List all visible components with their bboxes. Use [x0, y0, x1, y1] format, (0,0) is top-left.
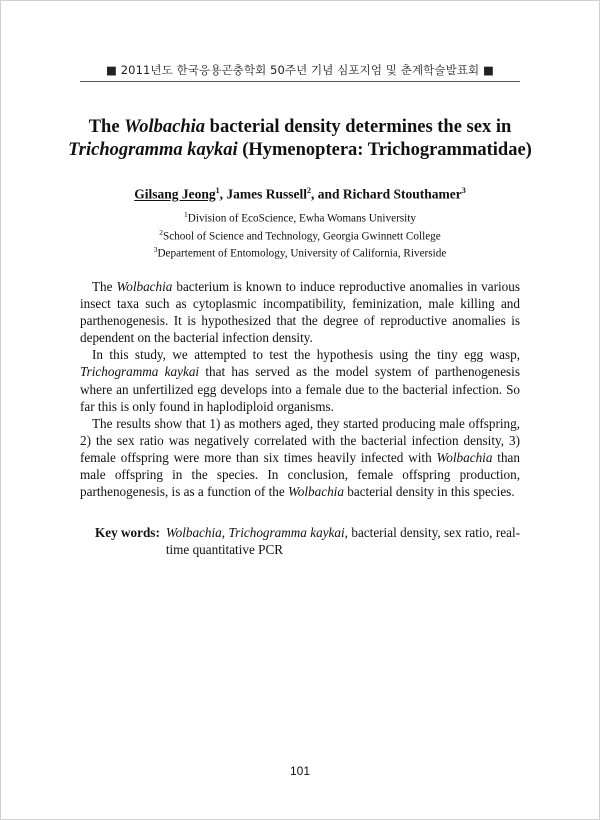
keyword-text: , bacterial density, sex ratio, real-time quantitative PCR — [165, 525, 520, 558]
header-rule — [80, 81, 520, 82]
abstract-text: than male offspring in the species. In conclusion, female offspring production, parthenogenesis, is as a function of the — [80, 449, 520, 500]
keyword-italic: Trichogramma kaykai — [228, 525, 345, 540]
abstract-paragraph — [80, 278, 520, 346]
author-sup: 1 — [215, 186, 220, 195]
title-part: The — [88, 117, 125, 137]
title-italic-genus: Wolbachia — [124, 117, 206, 137]
author-sup: 2 — [306, 186, 311, 195]
keyword-italic: Wolbachia — [165, 525, 222, 540]
author-name: James Russell — [226, 186, 307, 202]
affiliation-text: Division of EcoScience, Ewha Womans University — [187, 212, 416, 225]
abstract-text: The — [92, 279, 117, 294]
title-italic-species: Trichogramma kaykai — [68, 140, 238, 160]
abstract-text: bacterial density in this species. — [343, 484, 515, 500]
abstract-text: In this study, we attempted to test the hypothesis using the tiny egg wasp, — [92, 347, 520, 363]
abstract-paragraph — [80, 346, 520, 414]
author-sep: , — [219, 186, 227, 202]
abstract-body — [80, 278, 520, 500]
keywords-list — [166, 524, 520, 558]
abstract-text: bacterium is known to induce reproductive anomalies in various insect taxa such as cytoplasmic incompatibility, feminization, male killing and parthenogenesis. It is hypothesized that the degree of reproductive anomalies is dependent on the bacterial infection density. — [80, 279, 520, 346]
affiliation-sup: 1 — [184, 210, 188, 219]
abstract-italic: Wolbachia — [436, 449, 493, 465]
abstract-italic: Wolbachia — [116, 279, 173, 294]
affiliation-sup: 3 — [153, 245, 158, 255]
abstract-paragraph — [80, 415, 520, 500]
abstract-text: that has served as the model system of parthenogenesis where an unfertilized egg develops into a female due to the bacterial infection. So far this is only found in haplodiploid organisms. — [80, 364, 520, 414]
conference-header: ■ 2011년도 한국응용곤충학회 50주년 기념 심포지엄 및 춘계학술발표회 ■ — [106, 63, 494, 77]
title-part: bacterial density determines the sex in — [205, 117, 512, 137]
paper-title — [60, 116, 540, 162]
affiliations — [60, 208, 540, 261]
author-name: Richard Stouthamer — [342, 186, 462, 202]
author-sup: 3 — [461, 186, 466, 195]
keywords-block — [95, 524, 520, 558]
affiliation-line — [60, 226, 540, 244]
affiliation-line — [60, 243, 540, 261]
author-name: Gilsang Jeong — [134, 186, 216, 202]
affiliation-text: School of Science and Technology, Georgia Gwinnett College — [163, 230, 441, 243]
keyword-sep: , — [221, 525, 229, 540]
page-number: 101 — [289, 764, 311, 778]
affiliation-text: Departement of Entomology, University of California, Riverside — [157, 248, 447, 261]
abstract-text: The results show that 1) as mothers aged, they started producing male offspring, 2) the sex ratio was negatively correlated with the bacterial infection density, 3) female offspring were more than six times heavily infected with — [80, 415, 520, 465]
author-list — [60, 186, 540, 203]
affiliation-line — [60, 208, 540, 226]
affiliation-sup: 2 — [159, 227, 164, 237]
title-part: (Hymenoptera: Trichogrammatidae) — [237, 140, 532, 160]
keywords-label: Key words: — [95, 525, 160, 540]
abstract-italic: Wolbachia — [288, 484, 344, 500]
abstract-italic: Trichogramma kaykai — [80, 364, 200, 380]
author-sep: , and — [310, 186, 343, 202]
